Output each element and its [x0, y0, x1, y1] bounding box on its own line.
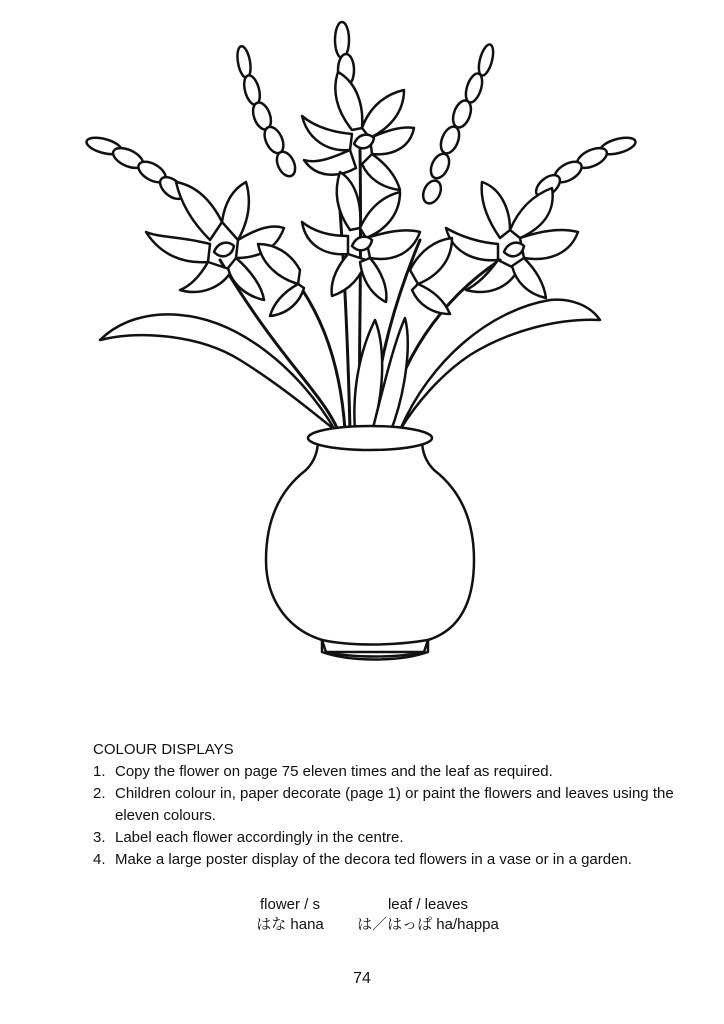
step-text: Children colour in, paper decorate (page 1) or paint the flowers and leaves using the eleven colours. — [115, 785, 674, 824]
flower-right — [446, 182, 578, 298]
step-text: Label each flower accordingly in the centre. — [115, 829, 404, 846]
page-number: 74 — [353, 970, 371, 987]
bud-spike-left — [85, 135, 188, 204]
step-number: 2. — [93, 785, 106, 802]
instructions-block — [93, 739, 693, 871]
list-item — [93, 783, 693, 827]
list-item — [93, 761, 693, 783]
vase — [266, 426, 474, 660]
vocab-leaf-english: leaf / leaves — [387, 896, 469, 913]
vocab-leaf-japanese: は／はっぱ ha/happa — [357, 916, 499, 933]
vocab-flower-english: flower / s — [259, 896, 320, 913]
step-text: Make a large poster display of the decora ted flowers in a vase or in a garden. — [115, 851, 632, 868]
instructions-heading: COLOUR DISPLAYS — [93, 741, 234, 758]
step-number: 3. — [93, 829, 106, 846]
vocab-flower — [248, 895, 332, 935]
flower-center-top — [302, 72, 414, 190]
list-item — [93, 849, 693, 871]
bud-spike-center-left — [235, 45, 298, 179]
step-text: Copy the flower on page 75 eleven times and the leaf as required. — [115, 763, 553, 780]
vocab-leaf — [348, 895, 508, 935]
leaf-right — [400, 300, 600, 430]
flower-vase-illustration — [60, 10, 660, 670]
flower-lower-left — [258, 244, 304, 316]
flower-left — [146, 182, 284, 300]
list-item — [93, 827, 693, 849]
step-number: 4. — [93, 851, 106, 868]
vocab-flower-japanese: はな hana — [256, 916, 324, 933]
instructions-list — [93, 761, 693, 871]
step-number: 1. — [93, 763, 106, 780]
